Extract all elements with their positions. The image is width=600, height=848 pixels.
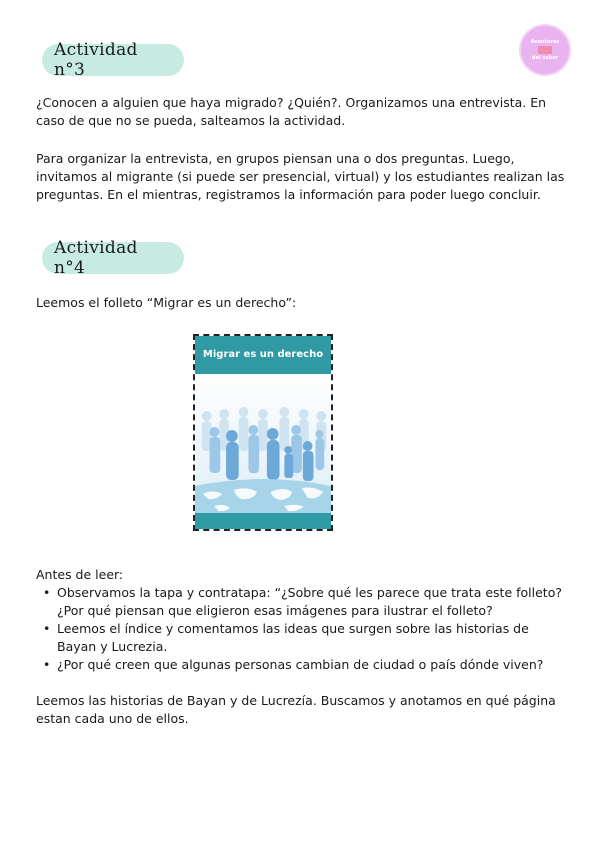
book-icon xyxy=(538,46,552,54)
logo-text-1: Aventuras xyxy=(530,39,560,45)
activity-3-heading xyxy=(42,40,184,80)
cover-footer-band xyxy=(195,513,331,529)
before-reading-list xyxy=(40,584,566,674)
activity-4-heading xyxy=(42,238,184,278)
before-reading-label: Antes de leer: xyxy=(36,567,124,582)
cover-title: Migrar es un derecho xyxy=(202,349,324,360)
activity-3-paragraph-1: ¿Conocen a alguien que haya migrado? ¿Quién?. Organizamos una entrevista. En caso de que no se pueda, salteamos la actividad. xyxy=(36,95,547,128)
activity-4-title: Actividad n°4 xyxy=(54,238,138,278)
migrants-illustration xyxy=(195,374,331,517)
activity-4-intro: Leemos el folleto “Migrar es un derecho”: xyxy=(36,295,297,310)
activity-3-title: Actividad n°3 xyxy=(54,40,138,80)
brand-logo xyxy=(519,24,571,76)
list-item: • ¿Por qué creen que algunas personas cambian de ciudad o país dónde viven? xyxy=(40,656,566,674)
logo-text-2: del saber xyxy=(531,55,559,61)
closing-instruction: Leemos las historias de Bayan y de Lucrezía. Buscamos y anotamos en qué página estan cada uno de ellos. xyxy=(36,693,556,726)
list-item: • Leemos el índice y comentamos las ideas que surgen sobre las historias de Bayan y Lucrezia. xyxy=(40,620,566,656)
list-item: • Observamos la tapa y contratapa: “¿Sobre qué les parece que trata este folleto? ¿Por qué piensan que eligieron esas imágenes para ilustrar el folleto? xyxy=(40,584,566,620)
booklet-cover-image xyxy=(193,334,333,531)
activity-3-paragraph-2: Para organizar la entrevista, en grupos piensan una o dos preguntas. Luego, invitamos al migrante (si puede ser presencial, virtual) y los estudiantes realizan las preguntas. En el mientras, registramos la información para poder luego concluir. xyxy=(36,151,565,202)
